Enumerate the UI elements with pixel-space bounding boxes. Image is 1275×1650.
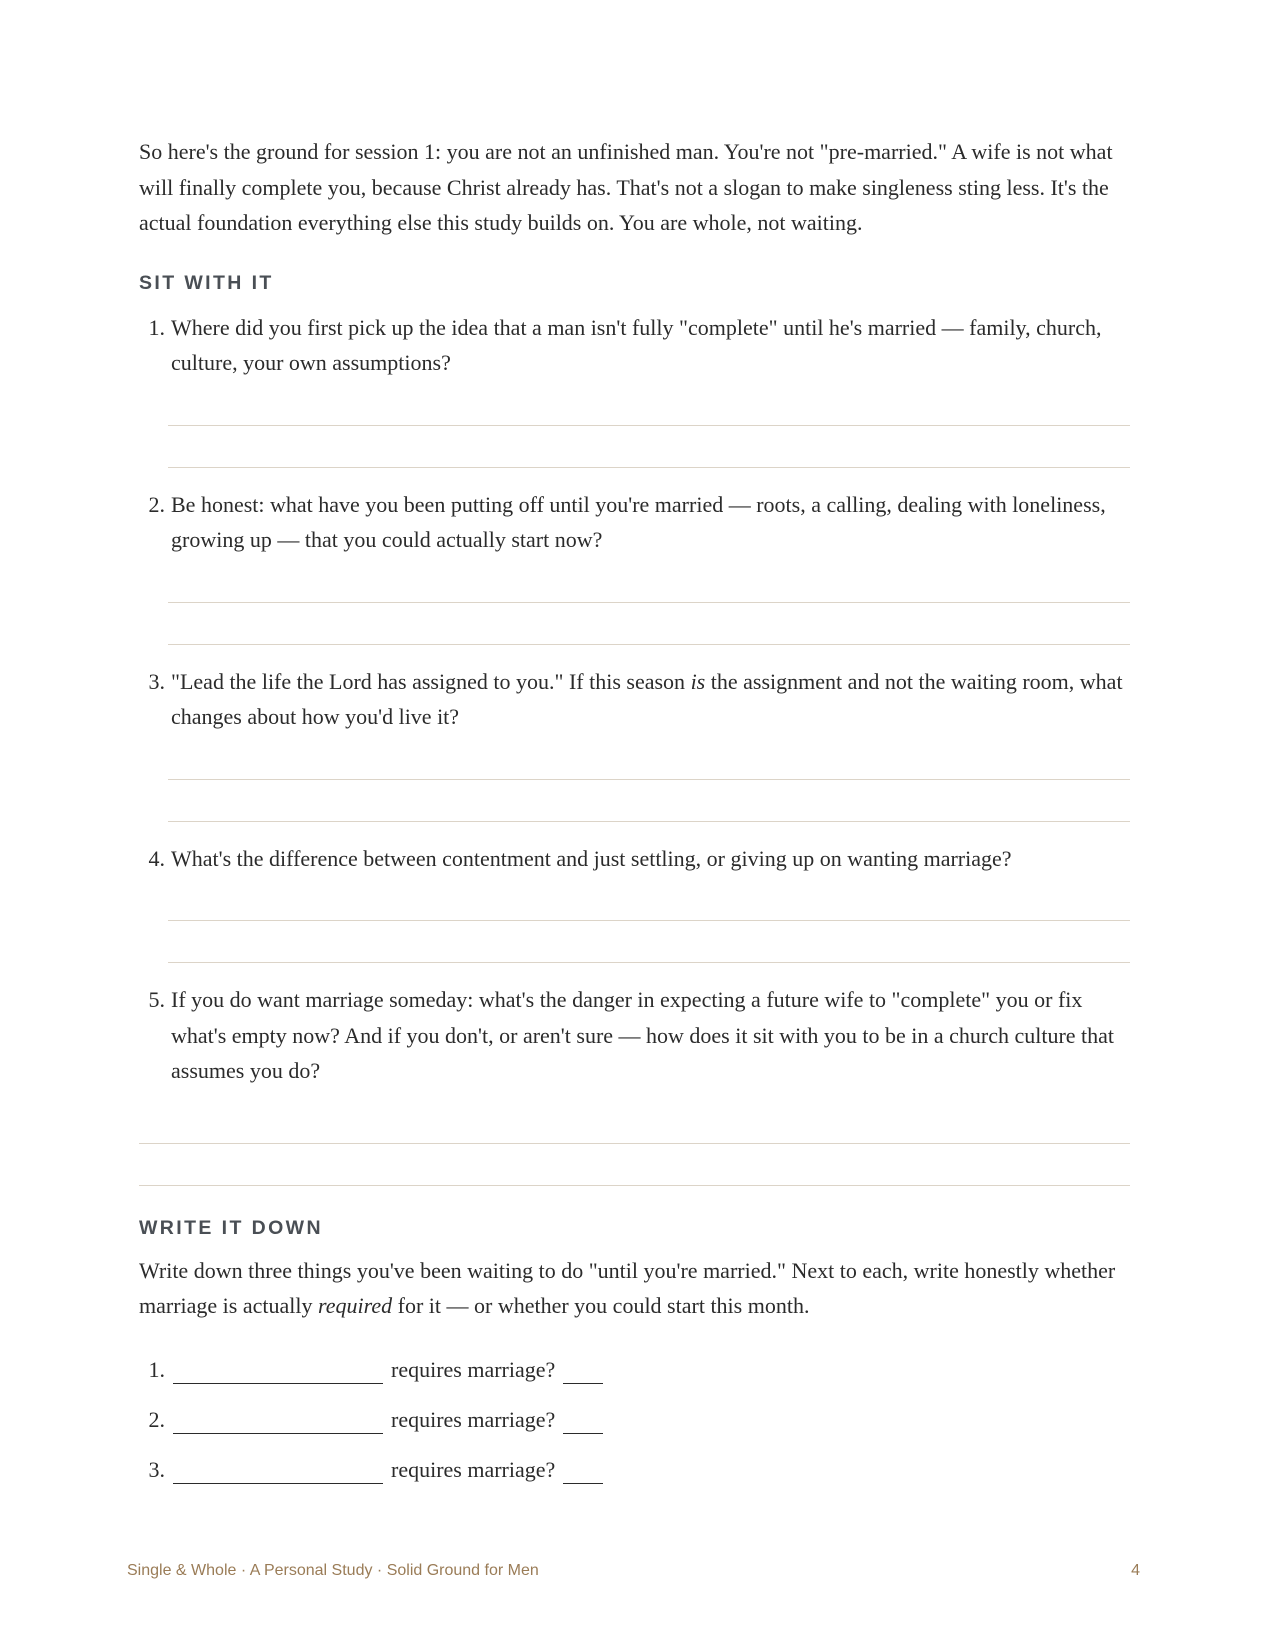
write-item-label: requires marriage? bbox=[391, 1457, 556, 1482]
answer-line[interactable] bbox=[168, 602, 1130, 603]
answer-lines[interactable] bbox=[168, 779, 1130, 822]
write-it-down-instructions: Write down three things you've been waiting to do "until you're married." Next to each, write honestly whether marriage is actually required for it — or whether you could start this month. bbox=[139, 1257, 1116, 1318]
blank-field-answer[interactable] bbox=[563, 1409, 603, 1434]
write-item-number: 1. bbox=[148, 1357, 165, 1382]
answer-lines[interactable] bbox=[139, 1143, 1130, 1186]
write-item-label: requires marriage? bbox=[391, 1407, 556, 1432]
answer-line[interactable] bbox=[168, 425, 1130, 426]
write-list bbox=[139, 1338, 1130, 1488]
question-item bbox=[139, 841, 1130, 983]
question-number: 1. bbox=[148, 314, 165, 340]
blank-field-thing[interactable] bbox=[173, 1409, 383, 1434]
question-text: "Lead the life the Lord has assigned to you." If this season is the assignment and not the waiting room, what changes about how you'd live it? bbox=[171, 668, 1123, 729]
section-heading-write-it-down: WRITE IT DOWN bbox=[139, 1216, 323, 1239]
answer-line[interactable] bbox=[168, 779, 1130, 780]
question-text: Be honest: what have you been putting off until you're married — roots, a calling, dealing with loneliness, growing up — that you could actually start now? bbox=[171, 491, 1106, 552]
answer-line[interactable] bbox=[139, 1143, 1130, 1144]
question-item bbox=[139, 664, 1130, 841]
section-heading-sit-with-it: SIT WITH IT bbox=[139, 271, 274, 294]
question-item bbox=[139, 982, 1130, 1089]
question-text: If you do want marriage someday: what's the danger in expecting a future wife to "complete" you or fix what's empty now? And if you don't, or aren't sure — how does it sit with you to be in a church culture that assumes you do? bbox=[171, 987, 1115, 1083]
page-number: 4 bbox=[1131, 1562, 1140, 1579]
answer-lines[interactable] bbox=[168, 425, 1130, 468]
emphasis-text: is bbox=[690, 668, 706, 694]
question-text: What's the difference between contentment and just settling, or giving up on wanting marriage? bbox=[171, 845, 1012, 871]
answer-lines[interactable] bbox=[168, 602, 1130, 645]
write-item-number: 2. bbox=[148, 1407, 165, 1432]
answer-line[interactable] bbox=[168, 920, 1130, 921]
question-number: 3. bbox=[148, 668, 165, 694]
blank-field-thing[interactable] bbox=[173, 1359, 383, 1384]
blank-field-answer[interactable] bbox=[563, 1459, 603, 1484]
answer-line[interactable] bbox=[139, 1185, 1130, 1186]
footer-title: Single & Whole · A Personal Study · Solid Ground for Men bbox=[127, 1562, 539, 1579]
blank-field-thing[interactable] bbox=[173, 1459, 383, 1484]
write-list-item bbox=[139, 1338, 1130, 1388]
write-list-item bbox=[139, 1438, 1130, 1488]
blank-field-answer[interactable] bbox=[563, 1359, 603, 1384]
question-number: 4. bbox=[148, 845, 165, 871]
study-page bbox=[139, 134, 1130, 1488]
question-number: 5. bbox=[148, 987, 165, 1012]
intro-paragraph: So here's the ground for session 1: you are not an unfinished man. You're not "pre-married." A wife is not what will finally complete you, because Christ already has. That's not a slogan to make singleness sting less. It's the actual foundation everything else this study builds on. You are whole, not waiting. bbox=[139, 139, 1113, 235]
question-item bbox=[139, 487, 1130, 664]
write-list-item bbox=[139, 1388, 1130, 1438]
answer-lines[interactable] bbox=[168, 920, 1130, 963]
question-text: Where did you first pick up the idea that a man isn't fully "complete" until he's married — family, church, culture, your own assumptions? bbox=[171, 314, 1102, 375]
write-item-number: 3. bbox=[148, 1457, 165, 1482]
write-item-label: requires marriage? bbox=[391, 1357, 556, 1382]
question-item bbox=[139, 310, 1130, 487]
page-footer bbox=[127, 1562, 1140, 1580]
emphasis-text: required bbox=[317, 1293, 393, 1318]
question-list bbox=[139, 310, 1130, 1089]
question-number: 2. bbox=[148, 491, 165, 517]
